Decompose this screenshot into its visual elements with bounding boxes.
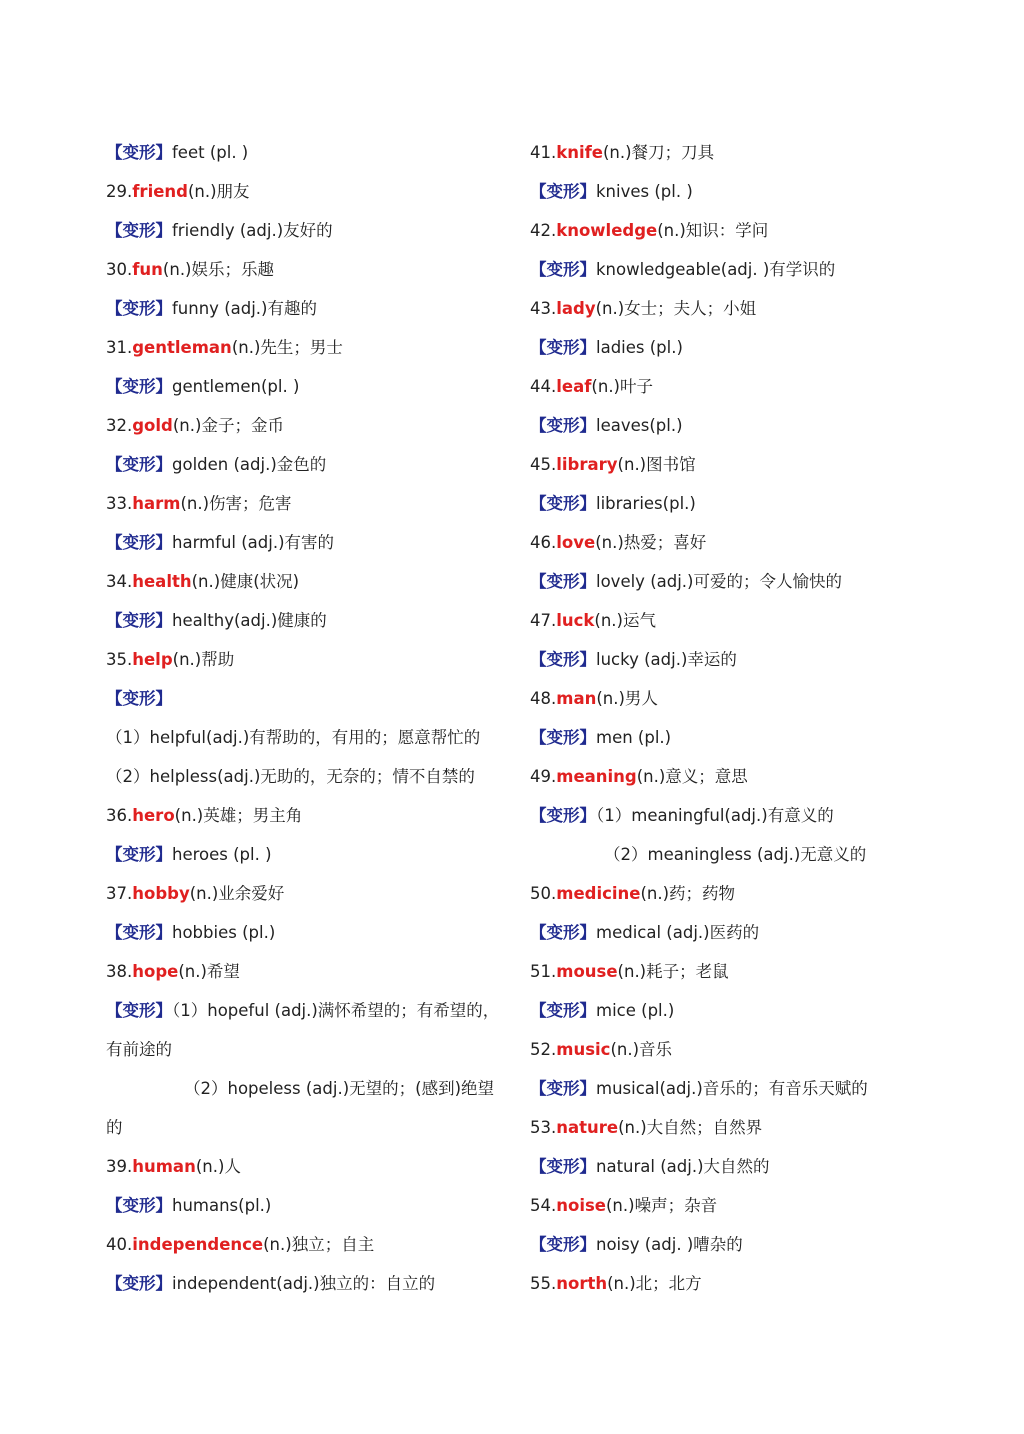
left-column — [106, 138, 506, 1308]
variant-line — [530, 1152, 930, 1191]
vocab-entry — [530, 684, 930, 723]
entry-definition: (n.)健康(状况) — [191, 572, 300, 591]
vocab-entry — [106, 801, 506, 840]
entry-word: man — [556, 689, 597, 708]
variant-tag: 【变形】 — [106, 377, 172, 396]
variant-line — [106, 1269, 506, 1308]
variant-tag: 【变形】 — [106, 1196, 172, 1215]
variant-text: harmful (adj.)有害的 — [172, 533, 335, 552]
entry-number: 50. — [530, 884, 557, 903]
vocab-entry — [106, 879, 506, 918]
variant-tag: 【变形】 — [106, 455, 172, 474]
variant-line — [106, 684, 506, 723]
vocab-entry — [106, 177, 506, 216]
variant-tag: 【变形】 — [106, 1001, 172, 1020]
entry-number: 52. — [530, 1040, 557, 1059]
vocab-entry — [106, 645, 506, 684]
variant-tag: 【变形】 — [106, 923, 172, 942]
vocab-entry — [530, 450, 930, 489]
variant-text: （2）helpless(adj.)无助的，无奈的；情不自禁的 — [106, 767, 475, 786]
right-column — [530, 138, 930, 1308]
entry-word: leaf — [556, 377, 592, 396]
variant-line — [106, 294, 506, 333]
variant-text: healthy(adj.)健康的 — [172, 611, 327, 630]
vocab-entry — [530, 1191, 930, 1230]
variant-tag: 【变形】 — [530, 650, 596, 669]
variant-subitem — [106, 762, 506, 801]
entry-definition: (n.)热爱；喜好 — [595, 533, 707, 552]
entry-word: lady — [556, 299, 596, 318]
entry-definition: (n.)男人 — [596, 689, 658, 708]
vocab-entry — [530, 1113, 930, 1152]
vocab-entry — [106, 1152, 506, 1191]
variant-line — [530, 1230, 930, 1269]
variant-tag: 【变形】 — [106, 299, 172, 318]
entry-definition: (n.)娱乐；乐趣 — [162, 260, 274, 279]
entry-word: meaning — [556, 767, 637, 786]
variant-line — [530, 567, 930, 606]
variant-tag: 【变形】 — [106, 611, 172, 630]
variant-tag: 【变形】 — [530, 1235, 596, 1254]
variant-text: gentlemen(pl. ) — [172, 377, 300, 396]
vocab-entry — [106, 489, 506, 528]
variant-line — [530, 333, 930, 372]
entry-definition: (n.)朋友 — [187, 182, 250, 201]
variant-text: （1）helpful(adj.)有帮助的，有用的；愿意帮忙的 — [106, 728, 481, 747]
variant-line — [530, 801, 930, 840]
entry-word: human — [132, 1157, 196, 1176]
entry-definition: (n.)知识：学问 — [657, 221, 769, 240]
vocab-entry — [530, 528, 930, 567]
entry-word: friend — [132, 182, 188, 201]
variant-text: noisy (adj. )嘈杂的 — [596, 1235, 743, 1254]
entry-number: 34. — [106, 572, 133, 591]
variant-text: hobbies (pl.) — [172, 923, 276, 942]
vocab-entry — [106, 411, 506, 450]
variant-line — [106, 840, 506, 879]
entry-definition: (n.)意义；意思 — [636, 767, 748, 786]
vocab-entry — [106, 1230, 506, 1269]
variant-tag: 【变形】 — [530, 338, 596, 357]
vocab-entry — [530, 606, 930, 645]
vocab-entry — [530, 138, 930, 177]
variant-text: lovely (adj.)可爱的；令人愉快的 — [596, 572, 842, 591]
variant-text: friendly (adj.)友好的 — [172, 221, 333, 240]
variant-line — [106, 528, 506, 567]
variant-line — [530, 255, 930, 294]
variant-line — [106, 450, 506, 489]
entry-definition: (n.)业余爱好 — [189, 884, 285, 903]
entry-definition: (n.)叶子 — [591, 377, 653, 396]
entry-definition: (n.)运气 — [594, 611, 656, 630]
entry-word: knowledge — [556, 221, 658, 240]
vocab-entry — [530, 957, 930, 996]
variant-tag: 【变形】 — [530, 182, 596, 201]
entry-definition: (n.)图书馆 — [617, 455, 696, 474]
entry-number: 55. — [530, 1274, 557, 1293]
variant-text: （1）hopeful (adj.)满怀希望的；有希望的， — [172, 1001, 500, 1020]
variant-line — [106, 918, 506, 957]
variant-text: 的 — [106, 1118, 123, 1137]
variant-tag: 【变形】 — [106, 143, 172, 162]
variant-tag: 【变形】 — [530, 923, 596, 942]
entry-number: 32. — [106, 416, 133, 435]
variant-text: libraries(pl.) — [596, 494, 696, 513]
entry-word: nature — [556, 1118, 619, 1137]
variant-text: golden (adj.)金色的 — [172, 455, 327, 474]
entry-number: 46. — [530, 533, 557, 552]
variant-text: medical (adj.)医药的 — [596, 923, 760, 942]
variant-tag: 【变形】 — [106, 1274, 172, 1293]
entry-definition: (n.)音乐 — [610, 1040, 673, 1059]
entry-number: 29. — [106, 182, 133, 201]
variant-subitem — [106, 1074, 506, 1113]
entry-definition: (n.)耗子；老鼠 — [617, 962, 729, 981]
vocab-entry — [530, 1035, 930, 1074]
entry-word: library — [556, 455, 618, 474]
entry-number: 35. — [106, 650, 133, 669]
entry-definition: (n.)药；药物 — [640, 884, 736, 903]
variant-text: natural (adj.)大自然的 — [596, 1157, 770, 1176]
entry-definition: (n.)餐刀；刀具 — [603, 143, 715, 162]
entry-word: gold — [132, 416, 173, 435]
variant-text: lucky (adj.)幸运的 — [596, 650, 737, 669]
variant-tag: 【变形】 — [530, 416, 596, 435]
entry-word: hope — [132, 962, 179, 981]
entry-definition: (n.)伤害；危害 — [180, 494, 292, 513]
vocab-entry — [106, 333, 506, 372]
entry-number: 36. — [106, 806, 133, 825]
entry-definition: (n.)大自然；自然界 — [618, 1118, 763, 1137]
entry-definition: (n.)独立；自主 — [263, 1235, 375, 1254]
variant-text: knives (pl. ) — [596, 182, 693, 201]
variant-text: independent(adj.)独立的：自立的 — [172, 1274, 436, 1293]
variant-text: 有前途的 — [106, 1040, 172, 1059]
variant-line — [530, 489, 930, 528]
variant-text: （2）hopeless (adj.)无望的；(感到)绝望 — [184, 1079, 495, 1098]
variant-subitem — [530, 840, 930, 879]
vocab-entry — [530, 1269, 930, 1308]
variant-text: heroes (pl. ) — [172, 845, 272, 864]
variant-line — [106, 372, 506, 411]
variant-line — [530, 918, 930, 957]
variant-text: mice (pl.) — [596, 1001, 675, 1020]
entry-word: independence — [132, 1235, 264, 1254]
entry-number: 30. — [106, 260, 133, 279]
variant-line — [530, 723, 930, 762]
variant-text: （2）meaningless (adj.)无意义的 — [604, 845, 867, 864]
entry-number: 47. — [530, 611, 557, 630]
entry-word: love — [556, 533, 596, 552]
variant-line — [530, 1074, 930, 1113]
vocab-entry — [530, 372, 930, 411]
entry-number: 39. — [106, 1157, 133, 1176]
vocab-entry — [106, 957, 506, 996]
variant-tag: 【变形】 — [530, 1157, 596, 1176]
variant-text: men (pl.) — [596, 728, 672, 747]
entry-number: 38. — [106, 962, 133, 981]
vocab-entry — [530, 879, 930, 918]
entry-number: 53. — [530, 1118, 557, 1137]
variant-tag: 【变形】 — [106, 533, 172, 552]
variant-line — [530, 645, 930, 684]
variant-line — [106, 606, 506, 645]
entry-number: 42. — [530, 221, 557, 240]
variant-tag: 【变形】 — [106, 845, 172, 864]
variant-line — [530, 996, 930, 1035]
entry-word: mouse — [556, 962, 618, 981]
variant-tag: 【变形】 — [530, 1079, 596, 1098]
entry-definition: (n.)女士；夫人；小姐 — [595, 299, 757, 318]
entry-definition: (n.)金子；金币 — [172, 416, 284, 435]
entry-word: gentleman — [132, 338, 232, 357]
entry-word: luck — [556, 611, 595, 630]
entry-word: music — [556, 1040, 611, 1059]
variant-text: funny (adj.)有趣的 — [172, 299, 317, 318]
entry-number: 40. — [106, 1235, 133, 1254]
entry-definition: (n.)英雄；男主角 — [174, 806, 303, 825]
variant-tag: 【变形】 — [106, 689, 172, 708]
variant-line — [106, 996, 506, 1035]
variant-line — [106, 216, 506, 255]
entry-number: 44. — [530, 377, 557, 396]
entry-definition: (n.)先生；男士 — [231, 338, 343, 357]
entry-number: 49. — [530, 767, 557, 786]
entry-word: health — [132, 572, 192, 591]
entry-number: 33. — [106, 494, 133, 513]
vocab-entry — [106, 567, 506, 606]
entry-number: 31. — [106, 338, 133, 357]
entry-number: 37. — [106, 884, 133, 903]
entry-word: harm — [132, 494, 181, 513]
entry-definition: (n.)人 — [195, 1157, 241, 1176]
entry-word: hobby — [132, 884, 190, 903]
variant-text: leaves(pl.) — [596, 416, 683, 435]
variant-text: humans(pl.) — [172, 1196, 272, 1215]
variant-line — [530, 177, 930, 216]
entry-number: 54. — [530, 1196, 557, 1215]
variant-tag: 【变形】 — [530, 494, 596, 513]
entry-number: 41. — [530, 143, 557, 162]
variant-continuation — [106, 1035, 506, 1074]
variant-text: （1）meaningful(adj.)有意义的 — [596, 806, 834, 825]
variant-text: musical(adj.)音乐的；有音乐天赋的 — [596, 1079, 868, 1098]
variant-line — [106, 1191, 506, 1230]
entry-word: medicine — [556, 884, 641, 903]
variant-text: knowledgeable(adj. )有学识的 — [596, 260, 836, 279]
variant-text: ladies (pl.) — [596, 338, 683, 357]
vocab-entry — [530, 294, 930, 333]
entry-number: 48. — [530, 689, 557, 708]
vocab-entry — [106, 255, 506, 294]
variant-subitem — [106, 723, 506, 762]
variant-tag: 【变形】 — [530, 260, 596, 279]
entry-number: 43. — [530, 299, 557, 318]
variant-text: feet (pl. ) — [172, 143, 249, 162]
entry-definition: (n.)希望 — [178, 962, 240, 981]
entry-word: help — [132, 650, 173, 669]
vocab-entry — [530, 762, 930, 801]
entry-number: 51. — [530, 962, 557, 981]
entry-word: knife — [556, 143, 603, 162]
entry-word: fun — [132, 260, 163, 279]
entry-definition: (n.)帮助 — [172, 650, 235, 669]
variant-line — [106, 138, 506, 177]
entry-word: noise — [556, 1196, 606, 1215]
variant-continuation — [106, 1113, 506, 1152]
entry-word: hero — [132, 806, 175, 825]
variant-tag: 【变形】 — [530, 572, 596, 591]
variant-tag: 【变形】 — [530, 1001, 596, 1020]
variant-tag: 【变形】 — [106, 221, 172, 240]
entry-definition: (n.)噪声；杂音 — [606, 1196, 718, 1215]
entry-definition: (n.)北；北方 — [607, 1274, 702, 1293]
variant-tag: 【变形】 — [530, 728, 596, 747]
entry-word: north — [556, 1274, 608, 1293]
variant-line — [530, 411, 930, 450]
entry-number: 45. — [530, 455, 557, 474]
vocab-entry — [530, 216, 930, 255]
variant-tag: 【变形】 — [530, 806, 596, 825]
